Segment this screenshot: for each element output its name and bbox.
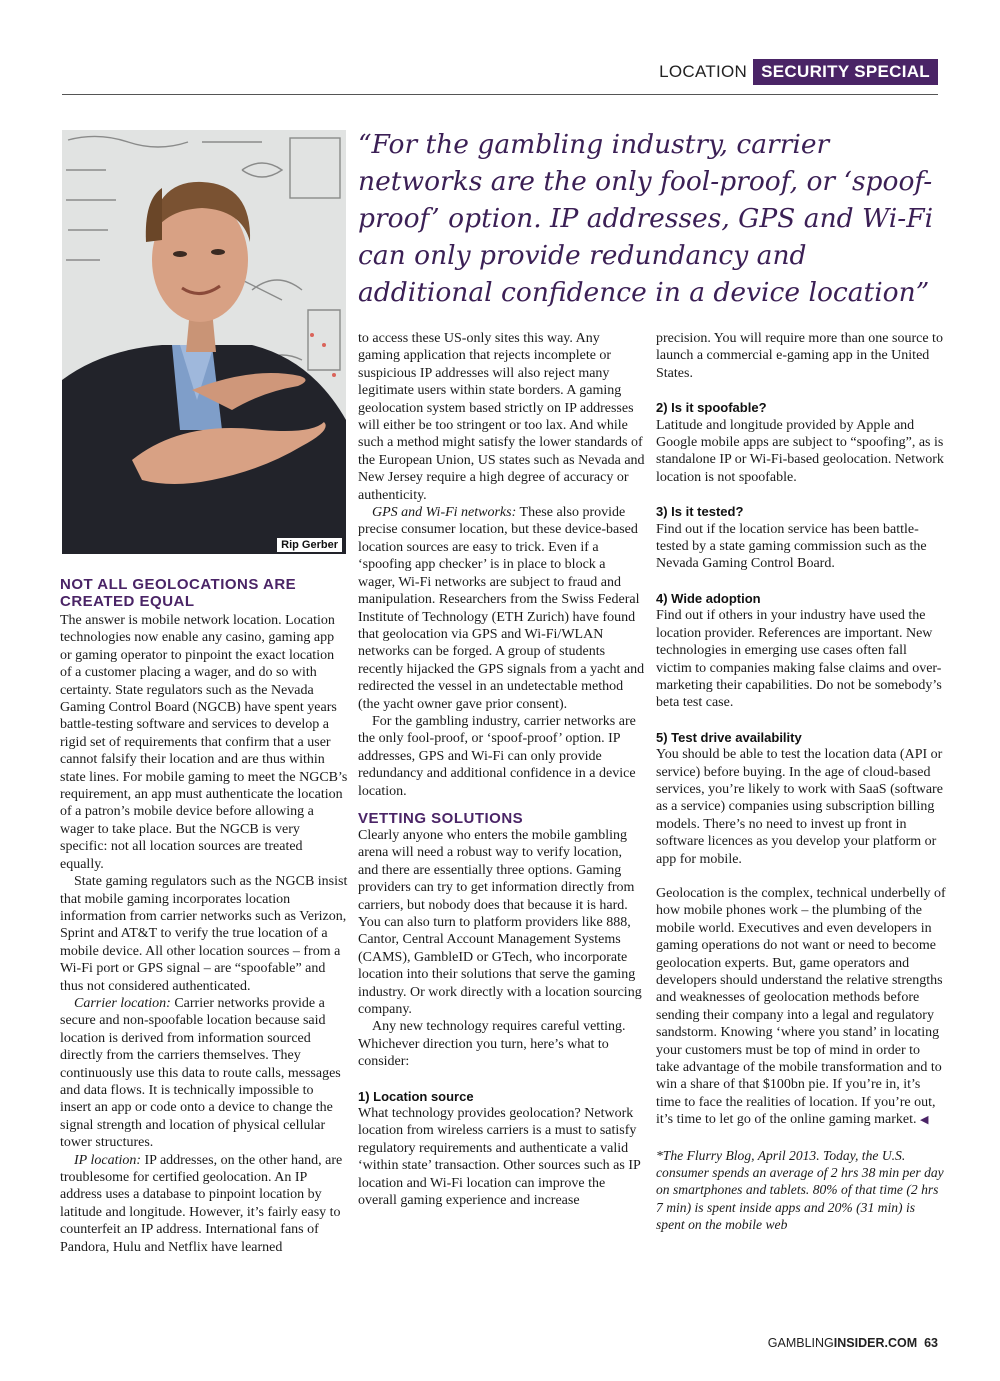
pull-quote: “For the gambling industry, carrier networks are the only fool-proof, or ‘spoof-proof’ option. IP addresses, GPS and Wi-Fi can only provide redundancy and additional confidence in a device location”	[358, 129, 934, 308]
paragraph-text: Carrier networks provide a secure and non-spoofable location because said location is derived from information sourced directly from the carriers themselves. They continuously use this data to route calls, messages and data flows. It is technically impossible to insert an app or code onto a device to change the signal strength and location of physical cellular tower structures.	[60, 995, 341, 1151]
body-paragraph	[358, 504, 645, 713]
section-header	[659, 58, 938, 86]
body-paragraph: State gaming regulators such as the NGCB insist that mobile gaming incorporates location information from carrier networks such as Verizon, Sprint and AT&T to verify the true location of a mobile device. All other location sources – from a Wi-Fi port or GPS signal – are “spoofable” and thus not considered authenticated.	[60, 874, 348, 994]
body-paragraph: Find out if the location service has been battle-tested by a state gaming commission such as the Nevada Gaming Control Board.	[656, 521, 927, 572]
run-in-lead: IP location:	[74, 1152, 142, 1168]
body-paragraph: Find out if others in your industry have used the location provider. References are important. New technologies in emerging use cases often fall victim to companies making false claims and over-marketing their capabilities. Do not be somebody’s beta test case.	[656, 608, 942, 711]
subheading: 4) Wide adoption	[656, 590, 761, 606]
subheading: 3) Is it tested?	[656, 504, 744, 520]
body-paragraph	[60, 1152, 348, 1256]
subheading: 2) Is it spoofable?	[656, 400, 767, 416]
run-in-lead: GPS and Wi-Fi networks:	[372, 505, 517, 521]
special-label: SECURITY SPECIAL	[753, 59, 938, 85]
footnote: *The Flurry Blog, April 2013. Today, the U.S. consumer spends an average of 2 hrs 38 min per day on smartphones and tablets. 80% of that time (2 hrs 7 min) is spent inside apps and 20% (31 min) is spent on the mobile web	[656, 1147, 944, 1233]
paragraph-text: Geolocation is the complex, technical underbelly of how mobile phones work – the plumbing of the mobile world. Executives and even developers in gaming operations do not want or need to become geolocation experts. But, game operators and developers should understand the relative strengths and weaknesses of geolocation methods before sending their company into a legal and regulatory sandstorm. Knowing ‘where you stand’ in locating your customers must be top of mind in order to take advantage of the mobile transformation and to win a share of that $100bn pie. If you’re in, it’s time to face the realities of location. If you’re out, it’s time to let go of the online gaming market.	[656, 885, 946, 1128]
page-number: 63	[924, 1336, 938, 1350]
body-paragraph: Clearly anyone who enters the mobile gambling arena will need a robust way to verify location, and there are essentially three options. Gaming providers can try to get information directly from carriers, but nobody does that because it is hard. You can also turn to platform providers like 888, Cantor, Central Account Management Systems (CAMS), GambleID or GTech, who incorporate location into their solutions that serve the gaming industry. Or work directly with a location sourcing company.	[358, 827, 642, 1018]
body-paragraph: You should be able to test the location data (API or service) before buying. In the age of cloud-based services, you’re likely to work with SaaS (software as a service) companies using subscription billing models. There’s no need to invest up front in software licences as you develop your platform or app for mobile.	[656, 747, 943, 867]
column-2	[358, 330, 645, 1210]
header-rule	[62, 94, 938, 95]
subheading: 1) Location source	[358, 1088, 474, 1104]
subheading: 5) Test drive availability	[656, 729, 802, 745]
section-heading-geolocations: NOT ALL GEOLOCATIONS ARE CREATED EQUAL	[60, 576, 297, 610]
body-paragraph: Any new technology requires careful vetting. Whichever direction you turn, here’s what to consider:	[358, 1019, 626, 1070]
body-paragraph	[60, 995, 348, 1152]
column-1	[60, 612, 348, 1256]
site-name-a: GAMBLING	[767, 1336, 834, 1350]
portrait-photo	[62, 130, 346, 554]
body-paragraph: The answer is mobile network location. Location technologies now enable any casino, gaming app or gaming operator to pinpoint the exact location of a customer placing a wager, and do so with certainty. State regulators such as the Nevada Gaming Control Board (NGCB) have spent years battle-testing software and services to develop a rigid set of requirements that confirm that a user cannot falsify their location and are thus within state lines. For mobile gaming to meet the NGCB’s requirement, an app must authenticate the location of a patron’s mobile device before allowing a wager to take place. But the NGCB is very specific: not all location sources are treated equally.	[60, 613, 348, 872]
section-heading-vetting: VETTING SOLUTIONS	[358, 809, 524, 827]
page-footer	[768, 1336, 938, 1350]
site-name-b: INSIDER.COM	[833, 1336, 918, 1350]
photo-credit: Rip Gerber	[277, 538, 342, 552]
end-mark-icon: ◀	[920, 1114, 929, 1127]
body-paragraph: to access these US-only sites this way. Any gaming application that rejects incomplete or suspicious IP addresses will also reject many legitimate users within state borders. A gaming geolocation system based strictly on IP addresses will either be too stringent or too lax. And while such a method might satisfy the lower standards of the European Union, US states such as Nevada and New Jersey require a high degree of accuracy or authenticity.	[358, 331, 645, 503]
body-paragraph: precision. You will require more than one source to launch a commercial e-gaming app in the United States.	[656, 331, 943, 381]
paragraph-text: IP addresses, on the other hand, are troublesome for certified geolocation. An IP address uses a database to pinpoint location by latitude and longitude. However, it’s fairly easy to counterfeit an IP address. International fans of Pandora, Hulu and Netflix have learned	[60, 1152, 343, 1255]
section-label: LOCATION	[659, 62, 748, 81]
body-paragraph: What technology provides geolocation? Network location from wireless carriers is a must to satisfy regulatory requirements and authenticate a valid ‘within state’ transaction. Other sources such as IP location and Wi-Fi location can improve the overall gaming experience and increase	[358, 1106, 641, 1209]
run-in-lead: Carrier location:	[74, 995, 171, 1011]
paragraph-text: These also provide precise consumer location, but these device-based location sources are easy to trick. Even if a ‘spoofing app checker’ is in place to block a wager, Wi-Fi networks are subject to fraud and manipulation. Researchers from the Swiss Federal Institute of Technology (ETH Zurich) have found that geolocation via GPS and Wi-Fi/WLAN networks can be forged. A group of students recently hijacked the GPS signals from a yacht and redirected the vessel in an undetectable method (the yacht owner gave prior consent).	[358, 505, 645, 712]
portrait-illustration	[62, 130, 346, 554]
body-paragraph	[656, 885, 946, 1130]
column-3	[656, 330, 946, 1234]
body-paragraph: Latitude and longitude provided by Apple and Google mobile apps are subject to “spoofing”, as is standalone IP or Wi-Fi-based geolocation. Network location is not spoofable.	[656, 417, 944, 485]
body-paragraph: For the gambling industry, carrier networks are the only fool-proof, or ‘spoof-proof’ option. IP addresses, GPS and Wi-Fi can only provide redundancy and additional confidence in a device location.	[358, 713, 636, 799]
